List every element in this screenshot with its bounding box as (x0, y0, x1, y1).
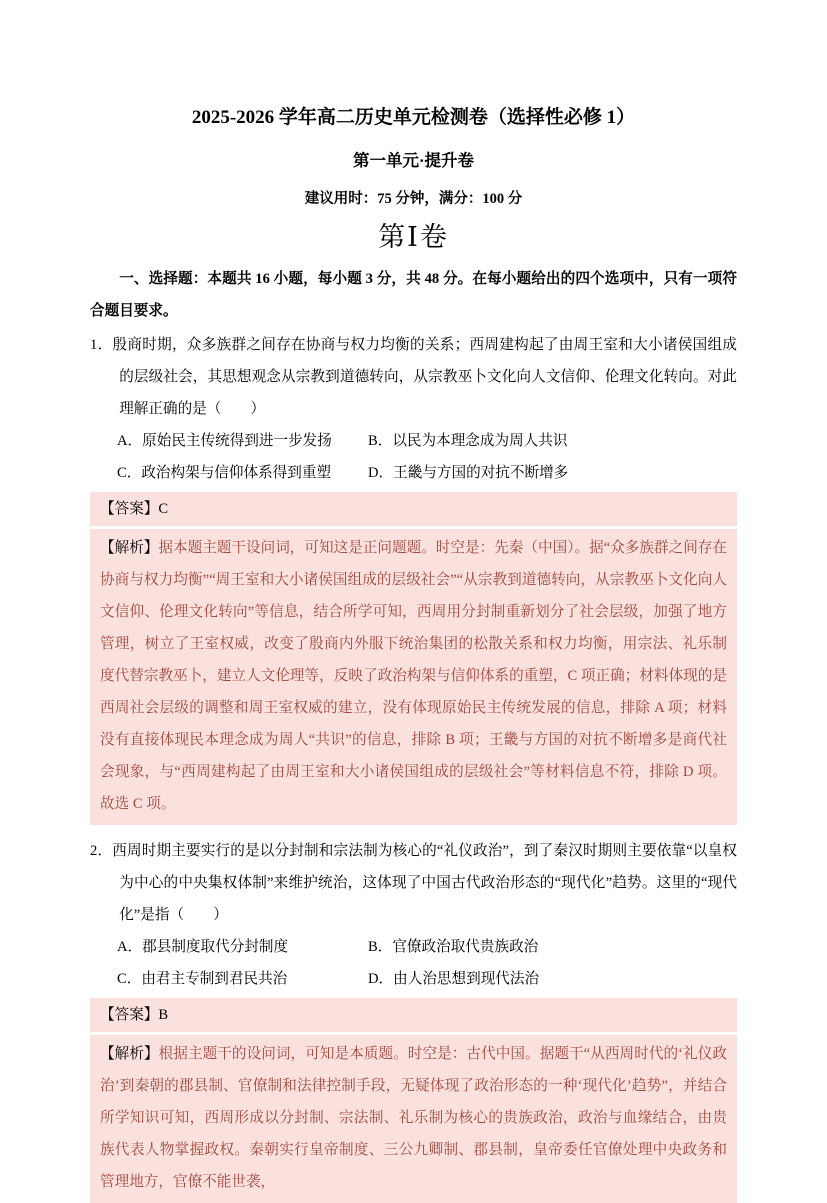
question-2-answer-line (90, 998, 737, 1032)
document-subtitle: 第一单元·提升卷 (352, 151, 474, 170)
question-2-text: 西周时期主要实行的是以分封制和宗法制为核心的“礼仪政治”，到了秦汉时期则主要依靠“以皇权为中心的中央集权体制”来维护统治，这体现了中国古代政治形态的“现代化”趋势。这里的“现代化”是指（ ） (112, 843, 737, 923)
question-2-option-d: D．由人治思想到现代法治 (368, 971, 540, 987)
analysis-label: 【解析】 (100, 540, 159, 556)
question-1-answer-block (90, 492, 737, 825)
question-2-option-a: A．郡县制度取代分封制度 (117, 939, 289, 955)
question-1-stem (90, 329, 737, 425)
question-2-option-c: C．由君主专制到君民共治 (117, 971, 288, 987)
analysis-label: 【解析】 (100, 1046, 159, 1062)
question-1-option-b: B．以民为本理念成为周人共识 (368, 433, 568, 449)
question-1-options (90, 425, 737, 489)
answer-label: 【答案】 (100, 1007, 159, 1023)
part-one-title: 第Ⅰ卷 (378, 222, 449, 252)
question-2-option-b: B．官僚政治取代贵族政治 (368, 939, 539, 955)
question-1-analysis-text: 据本题主题干设问词，可知这是正问题题。时空是：先秦（中国）。据“众多族群之间存在协商与权力均衡”“周王室和大小诸侯国组成的层级社会”“从宗教到道德转向，从宗教巫卜文化向人文信仰、伦理文化转向”等信息，结合所学可知，西周用分封制重新划分了社会层级，加强了地方管理，树立了王室权威，改变了殷商内外服下统治集团的松散关系和权力均衡，用宗法、礼乐制度代替宗教巫卜，建立人文伦理等，反映了政治构架与信仰体系的重塑，C 项正确；材料体现的是西周社会层级的调整和周王室权威的建立，没有体现原始民主传统发展的信息，排除 A 项；材料没有直接体现民本理念成为周人“共识”的信息，排除 B 项；王畿与方国的对抗不断增多是商代社会现象，与“西周建构起了由周王室和大小诸侯国组成的层级社会”等材料信息不符，排除 D 项。故选 C 项。 (100, 540, 727, 812)
question-2-number: 2． (90, 843, 113, 859)
question-2-options (90, 931, 737, 995)
question-2-analysis (90, 1035, 737, 1203)
document-title: 2025-2026 学年高二历史单元检测卷（选择性必修 1） (191, 107, 636, 128)
question-2-answer-value: B (158, 1007, 169, 1023)
question-2-stem (90, 835, 737, 931)
question-1-option-d: D．王畿与方国的对抗不断增多 (368, 465, 569, 481)
question-1-option-a: A．原始民主传统得到进一步发扬 (117, 433, 332, 449)
question-1-text: 殷商时期，众多族群之间存在协商与权力均衡的关系；西周建构起了由周王室和大小诸侯国组成的层级社会，其思想观念从宗教到道德转向，从宗教巫卜文化向人文信仰、伦理文化转向。对此理解正确的是（ ） (112, 337, 737, 417)
question-1-option-c: C．政治构架与信仰体系得到重塑 (117, 465, 332, 481)
question-2-answer-block (90, 998, 737, 1203)
question-1 (90, 329, 737, 825)
exam-time-score: 建议用时：75 分钟，满分：100 分 (304, 191, 523, 207)
question-1-number: 1． (90, 337, 113, 353)
question-2-analysis-text: 根据主题干的设问词，可知是本质题。时空是：古代中国。据题干“从西周时代的‘礼仪政治’到秦朝的郡县制、官僚制和法律控制手段，无疑体现了政治形态的一种‘现代化’趋势”，并结合所学知识可知，西周形成以分封制、宗法制、礼乐制为核心的贵族政治，政治与血缘结合，由贵族代表人物掌握政权。秦朝实行皇帝制度、三公九卿制、郡县制，皇帝委任官僚处理中央政务和管理地方，官僚不能世袭， (100, 1046, 727, 1190)
document-header (90, 104, 737, 256)
question-1-answer-line (90, 492, 737, 526)
question-1-answer-value: C (158, 501, 169, 517)
question-2 (90, 835, 737, 1203)
section-instructions: 一、选择题：本题共 16 小题，每小题 3 分，共 48 分。在每小题给出的四个选项中，只有一项符合题目要求。 (90, 271, 737, 319)
answer-label: 【答案】 (100, 501, 159, 517)
question-1-analysis (90, 529, 737, 825)
